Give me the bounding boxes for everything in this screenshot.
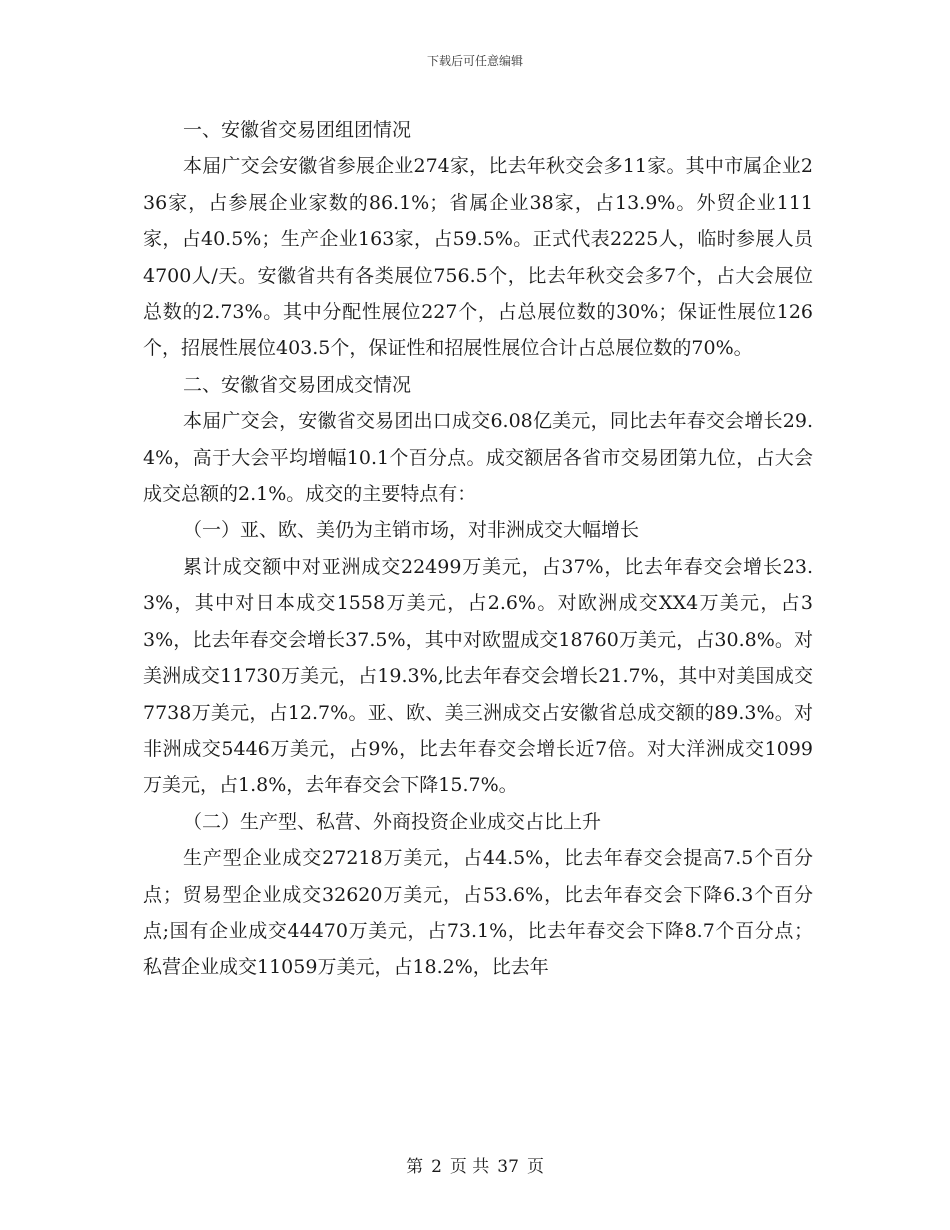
page-total-number: 37 [497, 1157, 519, 1177]
document-body [143, 112, 813, 986]
subsection-heading-1: （一）亚、欧、美仍为主销市场，对非洲成交大幅增长 [183, 519, 640, 542]
paragraph-markets: 累计成交额中对亚洲成交22499万美元，占37%，比去年春交会增长23.3%，其中对日本成交1558万美元，占2.6%。对欧洲成交XX4万美元，占33%，比去年春交会增长37.5%，其中对欧盟成交18760万美元，占30.8%。对美洲成交11730万美元，占19.3%,比去年春交会增长21.7%，其中对美国成交7738万美元，占12.7%。亚、欧、美三洲成交占安徽省总成交额的89.3%。对非洲成交5446万美元，占9%，比去年春交会增长近7倍。对大洋洲成交1099万美元，占1.8%，去年春交会下降15.7%。 [143, 555, 813, 797]
subsection-heading-2: （二）生产型、私营、外商投资企业成交占比上升 [183, 810, 602, 833]
paragraph-exhibitors: 本届广交会安徽省参展企业274家，比去年秋交会多11家。其中市属企业236家，占参展企业家数的86.1%；省属企业38家，占13.9%。外贸企业111家，占40.5%；生产企业163家，占59.5%。正式代表2225人，临时参展人员4700人/天。安徽省共有各类展位756.5个，比去年秋交会多7个，占大会展位总数的2.73%。其中分配性展位227个，占总展位数的30%；保证性展位126个，招展性展位403.5个，保证性和招展性展位合计占总展位数的70%。 [143, 155, 813, 360]
paragraph-transactions: 本届广交会，安徽省交易团出口成交6.08亿美元，同比去年春交会增长29.4%，高于大会平均增幅10.1个百分点。成交额居各省市交易团第九位，占大会成交总额的2.1%。成交的主要特点有： [143, 410, 813, 506]
page-suffix: 页 [526, 1157, 544, 1177]
paragraph-enterprise-types: 生产型企业成交27218万美元，占44.5%，比去年春交会提高7.5个百分点；贸易型企业成交32620万美元，占53.6%，比去年春交会下降6.3个百分点;国有企业成交44470万美元，占73.1%，比去年春交会下降8.7个百分点；私营企业成交11059万美元，占18.2%，比去年 [143, 847, 813, 979]
page-footer [0, 1152, 950, 1177]
page-current-number: 2 [431, 1157, 442, 1177]
page-header-note: 下载后可任意编辑 [426, 54, 523, 68]
page-prefix: 第 [406, 1157, 424, 1177]
section-heading-1: 一、安徽省交易团组团情况 [183, 119, 412, 141]
page-mid-text: 页 共 [449, 1157, 490, 1177]
section-heading-2: 二、安徽省交易团成交情况 [183, 373, 412, 396]
